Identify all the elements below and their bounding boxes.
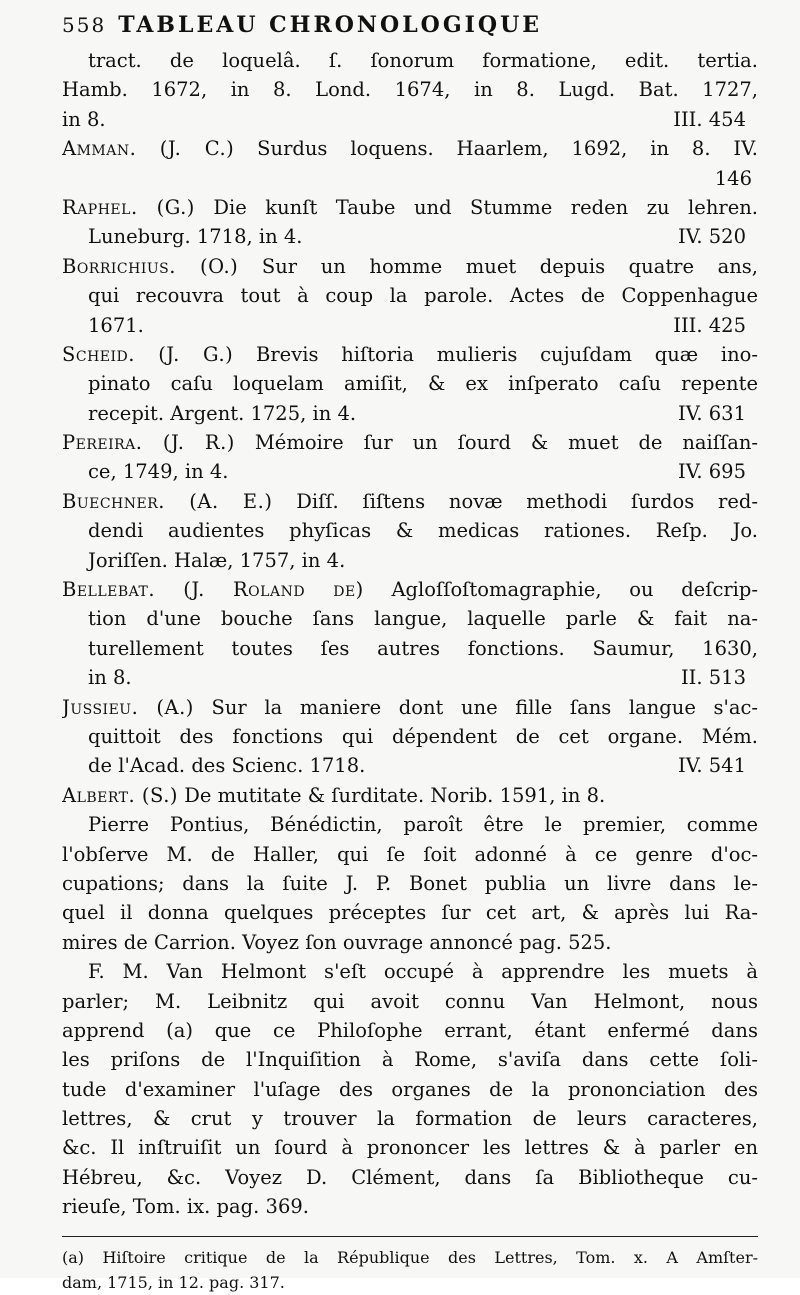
entry-line: Luneburg. 1718, in 4. IV. 520: [62, 222, 758, 251]
entry-author: Raphel. (G.): [62, 195, 195, 219]
bibliography-entry: [62, 193, 758, 252]
paragraph-line: les priſons de l'Inquiſition à Rome, s'aviſa dans cette ſoli-: [62, 1048, 758, 1072]
footnote-divider: [62, 1236, 758, 1237]
page-body: [62, 46, 758, 1222]
paragraph-line: Pierre Pontius, Bénédictin, paroît être le premier, comme: [88, 813, 758, 837]
entry-author: Amman. (J. C.): [62, 137, 235, 161]
page-number: 558: [62, 13, 107, 37]
entry-line: Jussieu. (A.) Sur la maniere dont une fille ſans langue s'ac-: [62, 695, 758, 719]
bibliography-entry: [62, 134, 758, 193]
bibliography-entry: [62, 46, 758, 134]
entry-line: Hamb. 1672, in 8. Lond. 1674, in 8. Lugd. Bat. 1727,: [62, 78, 758, 102]
paragraph-line: l'obſerve M. de Haller, qui ſe ſoit adonné à ce genre d'oc-: [62, 842, 758, 866]
footnote: [62, 1245, 758, 1295]
footnote-line: dam, 1715, in 12. pag. 317.: [62, 1272, 285, 1292]
entry-line: in 8. III. 454: [62, 105, 758, 134]
bibliography-entry: [62, 575, 758, 693]
commentary-paragraph: [62, 810, 758, 957]
bibliography-entry: [62, 487, 758, 575]
entry-author: Pereira. (J. R.): [62, 431, 235, 455]
entry-line: Scheid. (J. G.) Brevis hiſtoria mulieris cujuſdam quæ ino-: [62, 342, 758, 366]
running-title: TABLEAU CHRONOLOGIQUE: [118, 12, 543, 38]
paragraph-line: cupations; dans la ſuite J. P. Bonet publia un livre dans le-: [62, 871, 758, 895]
entry-line: ce, 1749, in 4. IV. 695: [62, 457, 758, 486]
entry-line: quittoit des fonctions qui dépendent de cet organe. Mém.: [88, 724, 758, 748]
bibliography-entry: [62, 428, 758, 487]
entry-line: Pereira. (J. R.) Mémoire ſur un ſourd & muet de naiſſan-: [62, 431, 758, 455]
entry-line: Borrichius. (O.) Sur un homme muet depuis quatre ans,: [62, 254, 758, 278]
volume-reference: III. 454: [673, 107, 746, 131]
entry-author: Scheid. (J. G.): [62, 342, 234, 366]
entry-author: Buechner. (A. E.): [62, 489, 273, 513]
paragraph-line: lettres, & crut y trouver la formation de leurs caracteres,: [62, 1107, 758, 1131]
bibliography-entry: [62, 693, 758, 781]
bibliography-entry: [62, 252, 758, 340]
entry-line: pinato caſu loquelam amiſit, & ex inſperato caſu repente: [88, 372, 758, 396]
paragraph-line: parler; M. Leibnitz qui avoit connu Van Helmont, nous: [62, 989, 758, 1013]
entry-line: de l'Acad. des Scienc. 1718. IV. 541: [62, 751, 758, 780]
entry-author: Borrichius. (O.): [62, 254, 239, 278]
entry-line: dendi audientes phyſicas & medicas rationes. Reſp. Jo.: [88, 519, 758, 543]
entry-author: Albert. (S.): [62, 783, 178, 807]
volume-reference: IV. 541: [678, 754, 746, 778]
volume-reference: 146: [714, 166, 752, 190]
paragraph-line: rieuſe, Tom. ix. pag. 369.: [62, 1195, 309, 1219]
footnote-line: (a) Hiſtoire critique de la République des Lettres, Tom. x. A Amſter-: [62, 1247, 758, 1267]
entry-line: 1671. III. 425: [62, 311, 758, 340]
paragraph-line: tude d'examiner l'uſage des organes de la prononciation des: [62, 1077, 758, 1101]
entry-line: Joriſſen. Halæ, 1757, in 4.: [88, 548, 346, 572]
volume-reference: IV. 695: [678, 460, 746, 484]
entry-author: Bellebat. (J. Roland de): [62, 578, 364, 602]
paragraph-line: &c. Il inſtruiſit un ſourd à prononcer les lettres & à parler en: [62, 1136, 758, 1160]
bibliography-entry: [62, 340, 758, 428]
paragraph-line: apprend (a) que ce Philoſophe errant, étant enfermé dans: [62, 1018, 758, 1042]
entry-author: Jussieu. (A.): [62, 695, 194, 719]
paragraph-line: F. M. Van Helmont s'eſt occupé à apprendre les muets à: [88, 960, 758, 984]
paragraph-line: mires de Carrion. Voyez ſon ouvrage annoncé pag. 525.: [62, 930, 612, 954]
entry-line: turellement toutes ſes autres fonctions. Saumur, 1630,: [88, 636, 758, 660]
volume-reference: III. 425: [673, 313, 746, 337]
entry-line: recepit. Argent. 1725, in 4. IV. 631: [62, 399, 758, 428]
volume-reference: IV. 520: [678, 225, 746, 249]
volume-reference: II. 513: [680, 666, 746, 690]
entry-line: qui recouvra tout à coup la parole. Actes de Coppenhague: [88, 284, 758, 308]
volume-reference: IV. 631: [678, 401, 746, 425]
entry-line: Amman. (J. C.) Surdus loquens. Haarlem, 1692, in 8. IV.: [62, 137, 758, 161]
paragraph-line: Hébreu, &c. Voyez D. Clément, dans ſa Bibliotheque cu-: [62, 1165, 758, 1189]
entry-line: Bellebat. (J. Roland de) Agloſſoſtomagraphie, ou deſcrip-: [62, 578, 758, 602]
entry-line: Buechner. (A. E.) Diſſ. ſiſtens novæ methodi ſurdos red-: [62, 489, 758, 513]
entry-line: Raphel. (G.) Die kunſt Taube und Stumme reden zu lehren.: [62, 195, 758, 219]
running-header: [62, 12, 758, 46]
bibliography-entry: [62, 781, 758, 810]
entry-line: tion d'une bouche ſans langue, laquelle parle & fait na-: [88, 607, 758, 631]
commentary-paragraph: [62, 957, 758, 1222]
entry-line: tract. de loquelâ. ſ. ſonorum formatione, edit. tertia.: [88, 49, 758, 72]
entry-line: in 8. II. 513: [62, 663, 758, 692]
paragraph-line: quel il donna quelques préceptes ſur cet art, & après lui Ra-: [62, 901, 758, 925]
entry-line: Albert. (S.) De mutitate & ſurditate. Norib. 1591, in 8.: [62, 783, 606, 807]
